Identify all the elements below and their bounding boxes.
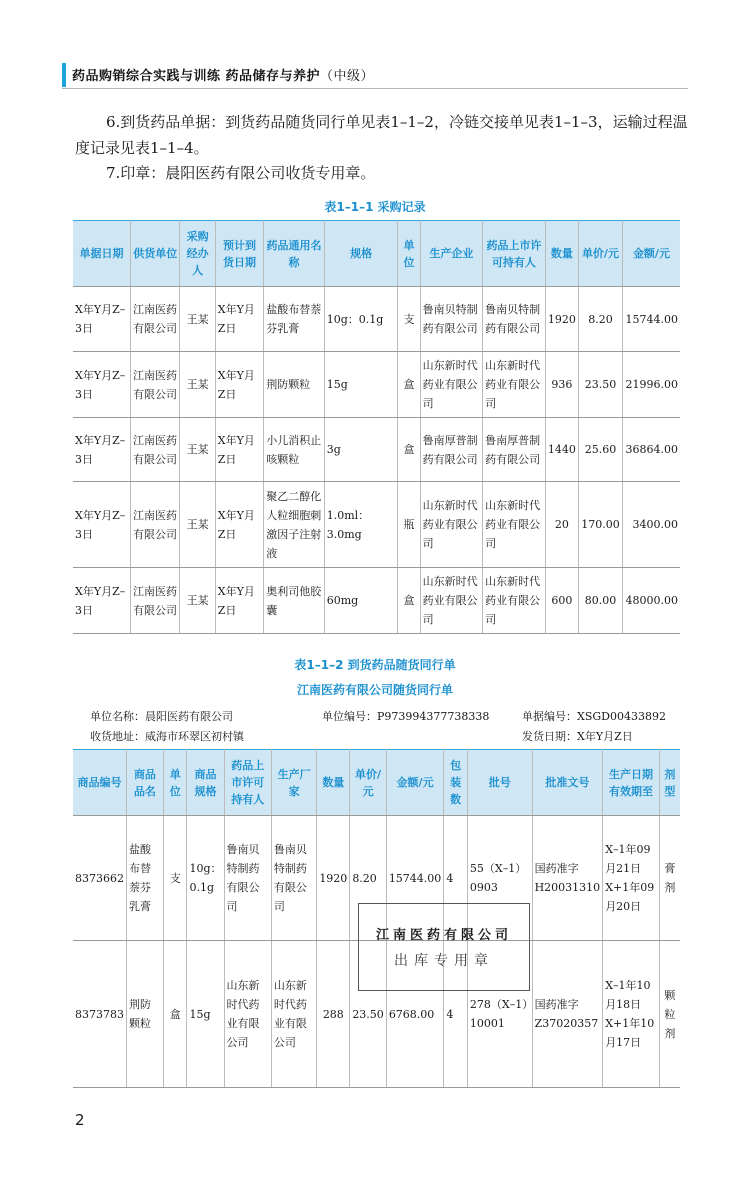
cell-dates: X–1年09月21日 X+1年09月20日 — [603, 816, 660, 941]
cell-spec: 15g — [324, 352, 398, 418]
cell-unit-price: 25.60 — [579, 418, 623, 482]
cell-unit-price: 8.20 — [579, 287, 623, 352]
cell-approval-no: 国药准字H20031310 — [532, 816, 603, 941]
cell-manufacturer: 山东新时代药业有限公司 — [420, 352, 483, 418]
cell-spec: 10g：0.1g — [324, 287, 398, 352]
cell-arrival-date: X年Y月Z日 — [215, 418, 263, 482]
cell-supplier: 江南医药有限公司 — [131, 287, 180, 352]
stamp-purpose: 出库专用章 — [394, 953, 494, 969]
cell-arrival-date: X年Y月Z日 — [215, 287, 263, 352]
paragraph-seal: 7.印章：晨阳医药有限公司收货专用章。 — [106, 164, 376, 182]
cell-unit: 盒 — [163, 941, 187, 1088]
table-row — [73, 287, 680, 352]
cell-amount: 15744.00 — [386, 816, 444, 941]
cell-arrival-date: X年Y月Z日 — [215, 352, 263, 418]
cell-manufacturer: 山东新时代药业有限公司 — [420, 482, 483, 568]
cell-doc-date: X年Y月Z–3日 — [73, 287, 131, 352]
cell-doc-date: X年Y月Z–3日 — [73, 482, 131, 568]
cell-amount: 21996.00 — [622, 352, 680, 418]
col-header: 单价/元 — [350, 750, 387, 816]
cell-license-holder: 山东新时代药业有限公司 — [483, 352, 546, 418]
cell-buyer: 王某 — [180, 482, 215, 568]
header-title — [72, 65, 374, 84]
col-header: 剂型 — [659, 750, 680, 816]
cell-unit-price: 80.00 — [579, 568, 623, 634]
table-row — [73, 568, 680, 634]
table2-caption: 表1–1–2 到货药品随货同行单 — [294, 658, 456, 672]
cell-manufacturer: 鲁南贝特制药有限公司 — [271, 816, 316, 941]
cell-batch-no: 278（X–1）10001 — [467, 941, 532, 1088]
cell-license-holder: 鲁南贝特制药有限公司 — [224, 816, 271, 941]
cell-doc-date: X年Y月Z–3日 — [73, 418, 131, 482]
col-header: 规格 — [324, 221, 398, 287]
cell-amount: 48000.00 — [622, 568, 680, 634]
cell-quantity: 1440 — [545, 418, 578, 482]
cell-supplier: 江南医药有限公司 — [131, 418, 180, 482]
paragraph-delivery-documents: 6.到货药品单据：到货药品随货同行单见表1–1–2，冷链交接单见表1–1–3，运输过程温度记录见表1–1–4。 — [75, 113, 688, 157]
cell-unit: 支 — [163, 816, 187, 941]
cell-manufacturer: 山东新时代药业有限公司 — [271, 941, 316, 1088]
book-level: （中级） — [320, 69, 375, 84]
col-header: 商品编号 — [73, 750, 127, 816]
table-row — [73, 418, 680, 482]
col-header: 商品品名 — [127, 750, 164, 816]
cell-supplier: 江南医药有限公司 — [131, 352, 180, 418]
cell-drug-name: 小儿消积止咳颗粒 — [264, 418, 325, 482]
col-header: 生产企业 — [420, 221, 483, 287]
col-header: 生产日期有效期至 — [603, 750, 660, 816]
col-header: 金额/元 — [386, 750, 444, 816]
col-header: 药品上市许可持有人 — [224, 750, 271, 816]
cell-package-count: 4 — [444, 941, 468, 1088]
cell-unit-price: 8.20 — [350, 816, 387, 941]
col-header: 单价/元 — [579, 221, 623, 287]
stamp-company-name: 江南医药有限公司 — [375, 928, 512, 943]
col-header: 供货单位 — [131, 221, 180, 287]
cell-amount: 15744.00 — [622, 287, 680, 352]
col-header: 金额/元 — [622, 221, 680, 287]
cell-supplier: 江南医药有限公司 — [131, 568, 180, 634]
cell-quantity: 1920 — [545, 287, 578, 352]
cell-dates: X–1年10月18日 X+1年10月17日 — [603, 941, 660, 1088]
cell-manufacturer: 鲁南厚普制药有限公司 — [420, 418, 483, 482]
col-header: 批号 — [467, 750, 532, 816]
cell-quantity: 1920 — [317, 816, 350, 941]
meta-unit-name: 单位名称：晨阳医药有限公司 — [90, 710, 233, 723]
cell-quantity: 936 — [545, 352, 578, 418]
cell-buyer: 王某 — [180, 418, 215, 482]
cell-manufacturer: 鲁南贝特制药有限公司 — [420, 287, 483, 352]
col-header: 生产厂家 — [271, 750, 316, 816]
cell-approval-no: 国药准字Z37020357 — [532, 941, 603, 1088]
cell-supplier: 江南医药有限公司 — [131, 482, 180, 568]
cell-unit-price: 23.50 — [579, 352, 623, 418]
cell-arrival-date: X年Y月Z日 — [215, 482, 263, 568]
cell-drug-name: 盐酸布替萘芬乳膏 — [264, 287, 325, 352]
col-header: 数量 — [317, 750, 350, 816]
cell-unit-price: 170.00 — [579, 482, 623, 568]
meta-unit-code: 单位编号：P973994377738338 — [322, 710, 490, 723]
col-header: 药品上市许可持有人 — [483, 221, 546, 287]
col-header: 预计到货日期 — [215, 221, 263, 287]
meta-doc-no: 单据编号：XSGD00433892 — [522, 710, 666, 723]
cell-arrival-date: X年Y月Z日 — [215, 568, 263, 634]
cell-amount: 36864.00 — [622, 418, 680, 482]
cell-buyer: 王某 — [180, 287, 215, 352]
cell-license-holder: 山东新时代药业有限公司 — [483, 568, 546, 634]
cell-quantity: 600 — [545, 568, 578, 634]
table1-caption: 表1–1–1 采购记录 — [324, 200, 426, 214]
col-header: 数量 — [545, 221, 578, 287]
table2-subcaption: 江南医药有限公司随货同行单 — [296, 683, 453, 697]
cell-unit-price: 23.50 — [350, 941, 387, 1088]
cell-spec: 15g — [187, 941, 224, 1088]
cell-doc-date: X年Y月Z–3日 — [73, 352, 131, 418]
purchase-record-table — [73, 220, 680, 634]
col-header: 采购经办人 — [180, 221, 215, 287]
running-header — [62, 63, 688, 87]
cell-amount: 3400.00 — [622, 482, 680, 568]
cell-license-holder: 山东新时代药业有限公司 — [483, 482, 546, 568]
cell-buyer: 王某 — [180, 568, 215, 634]
header-divider — [62, 88, 688, 89]
cell-quantity: 20 — [545, 482, 578, 568]
cell-license-holder: 鲁南贝特制药有限公司 — [483, 287, 546, 352]
cell-product-code: 8373662 — [73, 816, 127, 941]
cell-amount: 6768.00 — [386, 941, 444, 1088]
meta-ship-date: 发货日期：X年Y月Z日 — [522, 730, 633, 743]
table2-header-row — [73, 750, 680, 816]
outbound-seal-stamp — [358, 903, 530, 991]
page-number: 2 — [75, 1111, 85, 1129]
cell-unit: 盒 — [398, 352, 420, 418]
cell-buyer: 王某 — [180, 352, 215, 418]
table1-header-row — [73, 221, 680, 287]
cell-unit: 盒 — [398, 418, 420, 482]
cell-batch-no: 55（X–1）0903 — [467, 816, 532, 941]
cell-license-holder: 鲁南厚普制药有限公司 — [483, 418, 546, 482]
header-accent-bar — [62, 63, 66, 87]
cell-manufacturer: 山东新时代药业有限公司 — [420, 568, 483, 634]
col-header: 包装数 — [444, 750, 468, 816]
col-header: 单位 — [398, 221, 420, 287]
meta-address: 收货地址：威海市环翠区初村镇 — [90, 730, 244, 743]
cell-dosage-form: 颗粒剂 — [659, 941, 680, 1088]
cell-product-name: 盐酸布替萘芬乳膏 — [127, 816, 164, 941]
book-title: 药品购销综合实践与训练 药品储存与养护 — [72, 69, 321, 84]
cell-unit: 瓶 — [398, 482, 420, 568]
cell-unit: 支 — [398, 287, 420, 352]
col-header: 单据日期 — [73, 221, 131, 287]
col-header: 商品规格 — [187, 750, 224, 816]
cell-unit: 盒 — [398, 568, 420, 634]
col-header: 单位 — [163, 750, 187, 816]
cell-drug-name: 聚乙二醇化人粒细胞刺激因子注射液 — [264, 482, 325, 568]
cell-spec: 10g：0.1g — [187, 816, 224, 941]
cell-doc-date: X年Y月Z–3日 — [73, 568, 131, 634]
cell-spec: 3g — [324, 418, 398, 482]
cell-spec: 60mg — [324, 568, 398, 634]
col-header: 药品通用名称 — [264, 221, 325, 287]
cell-spec: 1.0ml：3.0mg — [324, 482, 398, 568]
cell-package-count: 4 — [444, 816, 468, 941]
col-header: 批准文号 — [532, 750, 603, 816]
table-row — [73, 352, 680, 418]
cell-product-name: 荆防颗粒 — [127, 941, 164, 1088]
cell-drug-name: 奥利司他胶囊 — [264, 568, 325, 634]
table-row — [73, 482, 680, 568]
cell-drug-name: 荆防颗粒 — [264, 352, 325, 418]
cell-quantity: 288 — [317, 941, 350, 1088]
cell-license-holder: 山东新时代药业有限公司 — [224, 941, 271, 1088]
cell-dosage-form: 膏剂 — [659, 816, 680, 941]
cell-product-code: 8373783 — [73, 941, 127, 1088]
